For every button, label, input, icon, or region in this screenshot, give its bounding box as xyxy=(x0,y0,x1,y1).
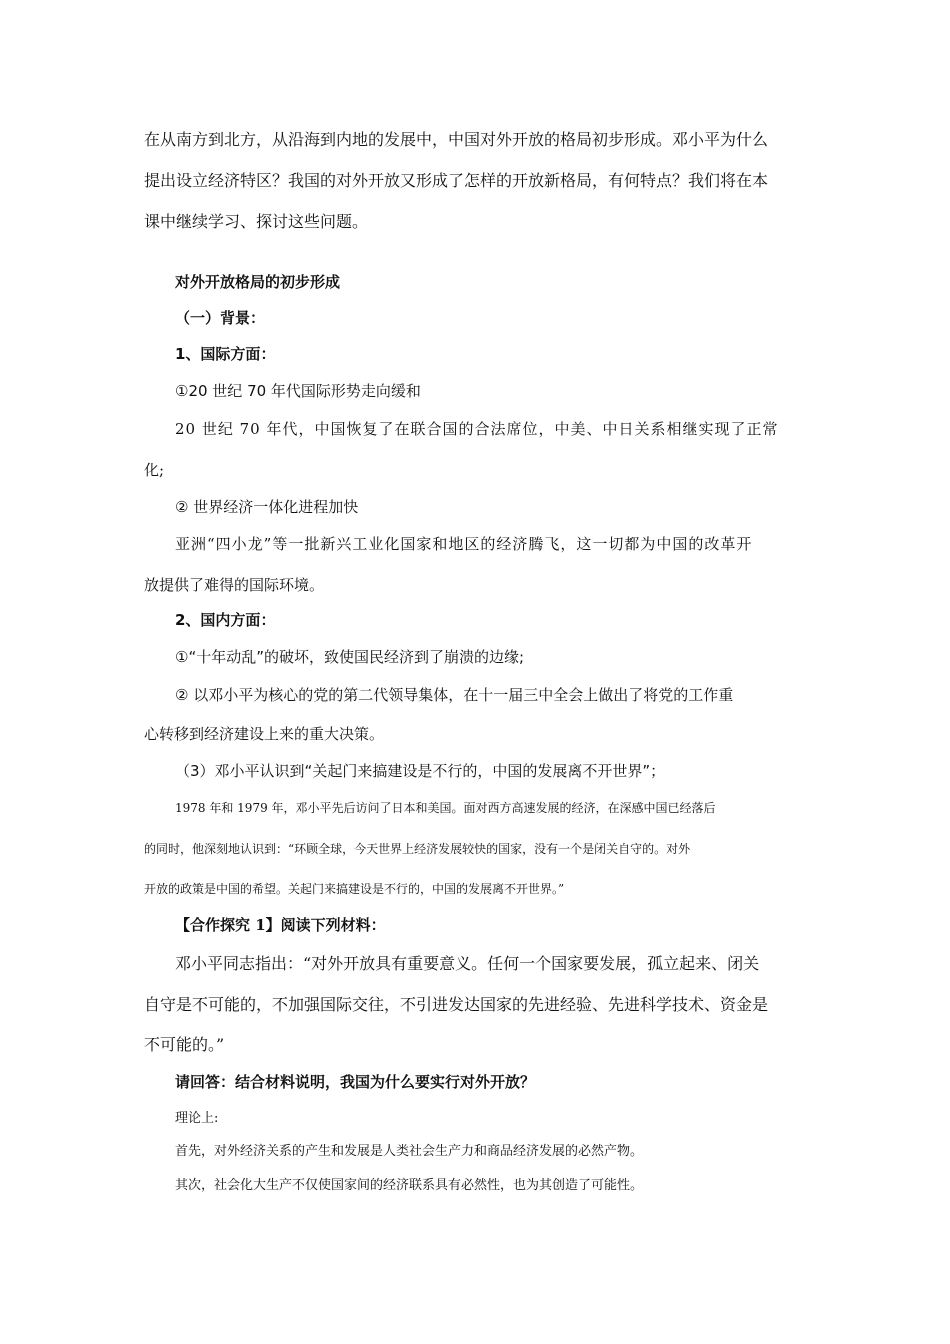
answer-second: 其次，社会化大生产不仅使国家间的经济联系具有必然性，也为其创造了可能性。 xyxy=(175,1178,644,1193)
explore-quote-line-3: 不可能的。” xyxy=(144,1035,225,1054)
background-heading: （一）背景： xyxy=(175,309,266,327)
explore-question: 请回答：结合材料说明，我国为什么要实行对外开放？ xyxy=(175,1073,536,1091)
international-para-2-line-1: 亚洲“四小龙”等一批新兴工业化国家和地区的经济腾飞，这一切都为中国的改革开 xyxy=(175,535,753,553)
intro-line-1: 在从南方到北方，从沿海到内地的发展中，中国对外开放的格局初步形成。邓小平为什么 xyxy=(144,130,769,149)
domestic-detail-line-1: 1978 年和 1979 年，邓小平先后访问了日本和美国。面对西方高速发展的经济，在深感中国已经落后 xyxy=(175,801,716,815)
international-point-1: ①20 世纪 70 年代国际形势走向缓和 xyxy=(175,382,421,400)
international-para-1-line-2: 化; xyxy=(144,461,165,479)
domestic-detail-line-3: 开放的政策是中国的希望。关起门来搞建设是不行的，中国的发展离不开世界。” xyxy=(144,882,565,896)
explore-quote-line-1: 邓小平同志指出：“对外开放具有重要意义。任何一个国家要发展，孤立起来、闭关 xyxy=(175,954,760,973)
international-point-2: ② 世界经济一体化进程加快 xyxy=(175,498,359,516)
answer-first: 首先，对外经济关系的产生和发展是人类社会生产力和商品经济发展的必然产物。 xyxy=(175,1144,644,1159)
international-para-1-line-1: 20 世纪 70 年代，中国恢复了在联合国的合法席位，中美、中日关系相继实现了正常 xyxy=(175,420,779,438)
intro-line-3: 课中继续学习、探讨这些问题。 xyxy=(144,212,369,231)
intro-line-2: 提出设立经济特区？我国的对外开放又形成了怎样的开放新格局，有何特点？我们将在本 xyxy=(144,171,769,190)
domestic-point-3: （3）邓小平认识到“关起门来搞建设是不行的，中国的发展离不开世界”； xyxy=(175,762,666,780)
explore-quote-line-2: 自守是不可能的，不加强国际交往，不引进发达国家的先进经验、先进科学技术、资金是 xyxy=(144,995,769,1014)
international-para-2-line-2: 放提供了难得的国际环境。 xyxy=(144,576,325,594)
international-heading: 1、国际方面： xyxy=(175,345,276,363)
domestic-heading: 2、国内方面： xyxy=(175,611,276,629)
section-title: 对外开放格局的初步形成 xyxy=(175,273,341,291)
answer-theory-label: 理论上: xyxy=(175,1111,219,1126)
domestic-point-2-line-1: ② 以邓小平为核心的党的第二代领导集体，在十一届三中全会上做出了将党的工作重 xyxy=(175,686,734,704)
explore-heading: 【合作探究 1】阅读下列材料： xyxy=(175,916,386,934)
domestic-detail-line-2: 的同时，他深刻地认识到：“环顾全球，今天世界上经济发展较快的国家，没有一个是闭关自守的。对外 xyxy=(144,842,691,856)
domestic-point-1: ①“十年动乱”的破坏，致使国民经济到了崩溃的边缘; xyxy=(175,648,525,666)
domestic-point-2-line-2: 心转移到经济建设上来的重大决策。 xyxy=(144,725,385,743)
